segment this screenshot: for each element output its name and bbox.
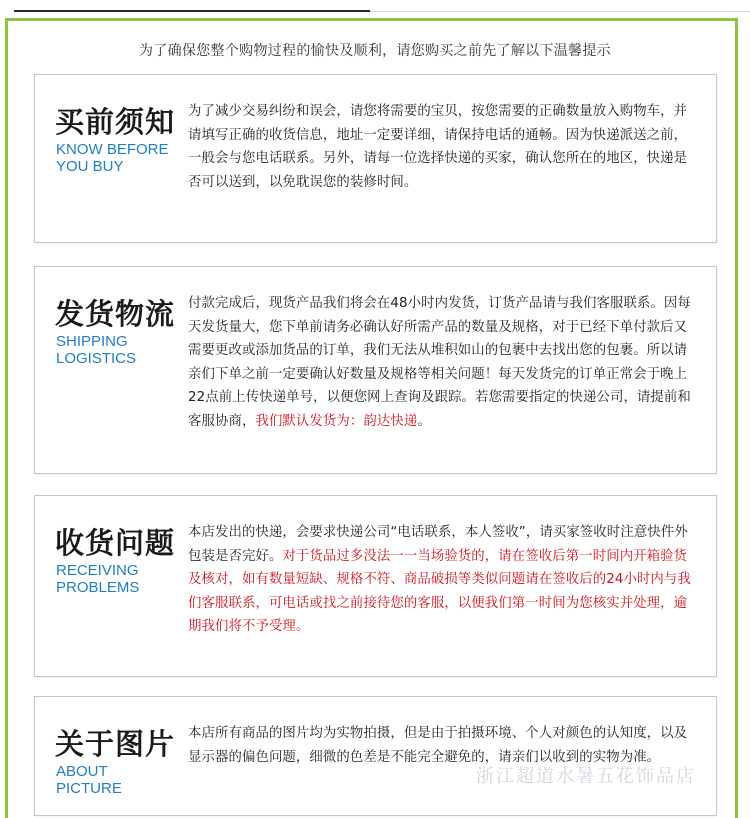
section-shipping-logistics <box>34 266 717 474</box>
shop-watermark: 浙江超道水暑五花饰品店 <box>476 766 696 787</box>
section-title: 买前须知 <box>55 105 176 139</box>
body-text: 付款完成后，现货产品我们将会在48小时内发货，订货产品请与我们客服联系。因每天发货量大，您下单前请务必确认好所需产品的数量及规格，对于已经下单付款后又需要更改或添加货品的订单，我们无法从堆积如山的包裹中去找出您的包裹。所以请亲们下单之前一定要确认好数量及规格等相关问题！每天发货完的订单正常会于晚上22点前上传快递单号，以便您网上查询及跟踪。若您需要指定的快递公司，请提前和客服协商， <box>188 296 691 429</box>
top-divider-light <box>370 11 750 12</box>
section-title: 发货物流 <box>55 297 176 331</box>
section-subtitle: RECEIVING PROBLEMS <box>56 562 140 596</box>
section-about-picture <box>34 696 717 816</box>
body-tail: 。 <box>417 413 431 429</box>
top-divider <box>14 10 370 12</box>
section-subtitle: ABOUT PICTURE <box>56 763 122 797</box>
section-receiving-problems <box>34 495 717 677</box>
section-know-before-you-buy <box>34 74 717 243</box>
section-subtitle: SHIPPING LOGISTICS <box>56 333 137 367</box>
section-title: 关于图片 <box>55 727 176 761</box>
body-text: 本店发出的快递，会要求快递公司“电话联系，本人签收”，请买家签收时注意快件外包装是否完好。 <box>188 525 688 564</box>
section-subtitle: KNOW BEFORE YOU BUY <box>56 141 169 175</box>
section-title: 收货问题 <box>55 526 176 560</box>
section-body: 本店所有商品的图片均为实物拍摄，但是由于拍摄环境、个人对颜色的认知度，以及显示器的偏色问题，细微的色差是不能完全避免的，请亲们以收到的实物为准。 <box>188 726 688 765</box>
inspection-warning-highlight: 对于货品过多没法一一当场验货的，请在签收后第一时间内开箱验货及核对，如有数量短缺、规格不符、商品破损等类似问题请在签收后的24小时内与我们客服联系，可电话或找之前接待您的客服，以便我们第一时间为您核实并处理，逾期我们将不予受理。 <box>188 548 691 635</box>
section-body <box>188 292 698 434</box>
intro-text: 为了确保您整个购物过程的愉快及顺利，请您购买之前先了解以下温馨提示 <box>139 43 611 59</box>
section-body <box>188 521 698 639</box>
default-courier-highlight: 我们默认发货为：韵达快递 <box>255 413 418 429</box>
section-body: 为了减少交易纠纷和误会，请您将需要的宝贝，按您需要的正确数量放入购物车，并请填写正确的收货信息，地址一定要详细，请保持电话的通畅。因为快递派送之前，一般会与您电话联系。另外，请每一位选择快递的买家，确认您所在的地区，快递是否可以送到，以免耽误您的装修时间。 <box>188 104 688 190</box>
